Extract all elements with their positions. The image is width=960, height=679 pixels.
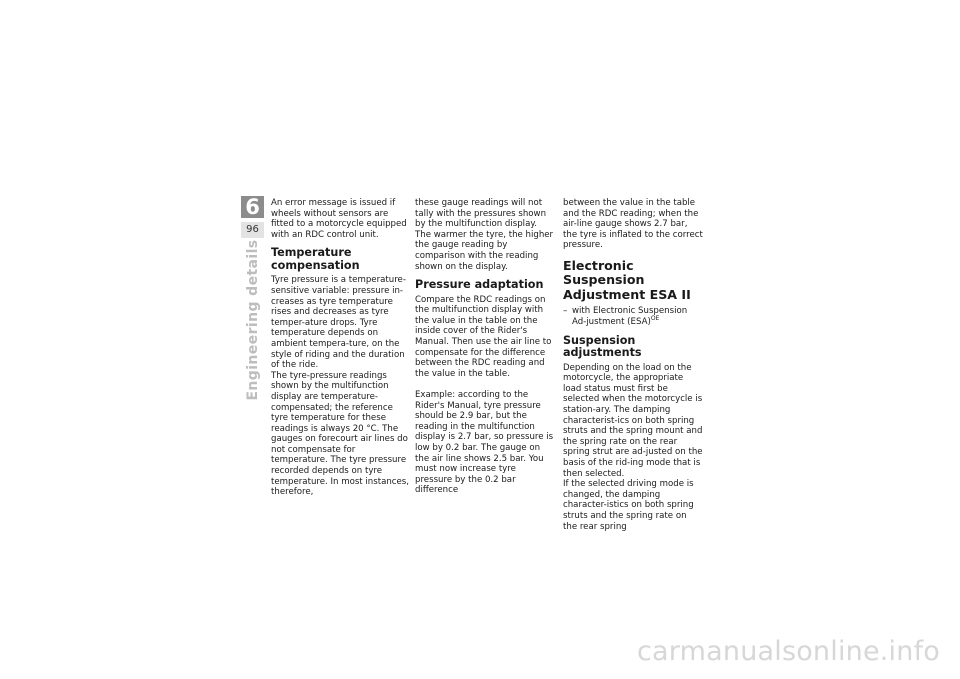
heading-esa: Electronic Suspension Adjustment ESA II <box>563 257 691 302</box>
chapter-side-title: Engineering details <box>245 239 261 401</box>
chapter-number: 6 <box>241 196 264 218</box>
heading-pressure-adaptation: Pressure adaptation <box>415 278 544 292</box>
list-item <box>563 306 703 327</box>
paragraph: Compare the RDC readings on the multifunction display with the value in the table on the inside cover of the Rider's Manual. Then use the air line to compensate for the difference between the RDC reading and the value in the table. <box>415 294 552 379</box>
dash-bullet: – <box>563 306 568 317</box>
paragraph: between the value in the table and the RDC reading; when the air-line gauge shows 2.7 bar, the tyre is inflated to the correct pressure. <box>563 198 703 251</box>
page-number: 96 <box>241 222 264 238</box>
oe-superscript: OE <box>650 315 660 323</box>
intro-paragraph: An error message is issued if wheels without sensors are fitted to a motorcycle equipped with an RDC control unit. <box>271 198 407 240</box>
paragraph: If the selected driving mode is changed, the damping character-istics on both spring struts and the spring rate on the rear spring <box>563 479 694 532</box>
paragraph: Example: according to the Rider's Manual, tyre pressure should be 2.9 bar, but the reading in the multifunction display is 2.7 bar, so pressure is low by 0.2 bar. The gauge on the air line shows 2.5 bar. You must now increase tyre pressure by the 0.2 bar difference <box>415 390 554 496</box>
list-item-text: with Electronic Suspension Ad-justment (ESA) <box>572 306 688 328</box>
text-column-3 <box>563 198 703 532</box>
paragraph: these gauge readings will not tally with the pressures shown by the multifunction display. The warmer the tyre, the higher the gauge reading by comparison with the reading shown on the display. <box>415 198 554 272</box>
text-column-1 <box>271 198 411 498</box>
paragraph: Depending on the load on the motorcycle, the appropriate load status must first be selected when the motorcycle is station-ary. The damping characterist-ics on both spring struts and the spring mount and the spring rate on the rear spring strut are ad-justed on the basis of the rid-ing mode that is then selected. <box>563 362 703 479</box>
paragraph: Tyre pressure is a temperature-sensitive variable: pressure in-creases as tyre temperature rises and decreases as tyre temper-ature drops. Tyre temperature depends on ambient tempera-ture, on the style of riding and the duration of the ride. <box>271 275 406 371</box>
paragraph: The tyre-pressure readings shown by the multifunction display are temperature-compensated; the reference tyre temperature for these readings is always 20 °C. The gauges on forecourt air lines do not compensate for temperature. The tyre pressure recorded depends on tyre temperature. In most instances, therefore, <box>271 370 410 498</box>
watermark: carmanualsonline.info <box>637 636 940 667</box>
text-column-2 <box>415 198 555 496</box>
heading-temperature-compensation: Temperature compensation <box>271 246 360 272</box>
heading-suspension-adjustments: Suspension adjustments <box>563 333 642 360</box>
